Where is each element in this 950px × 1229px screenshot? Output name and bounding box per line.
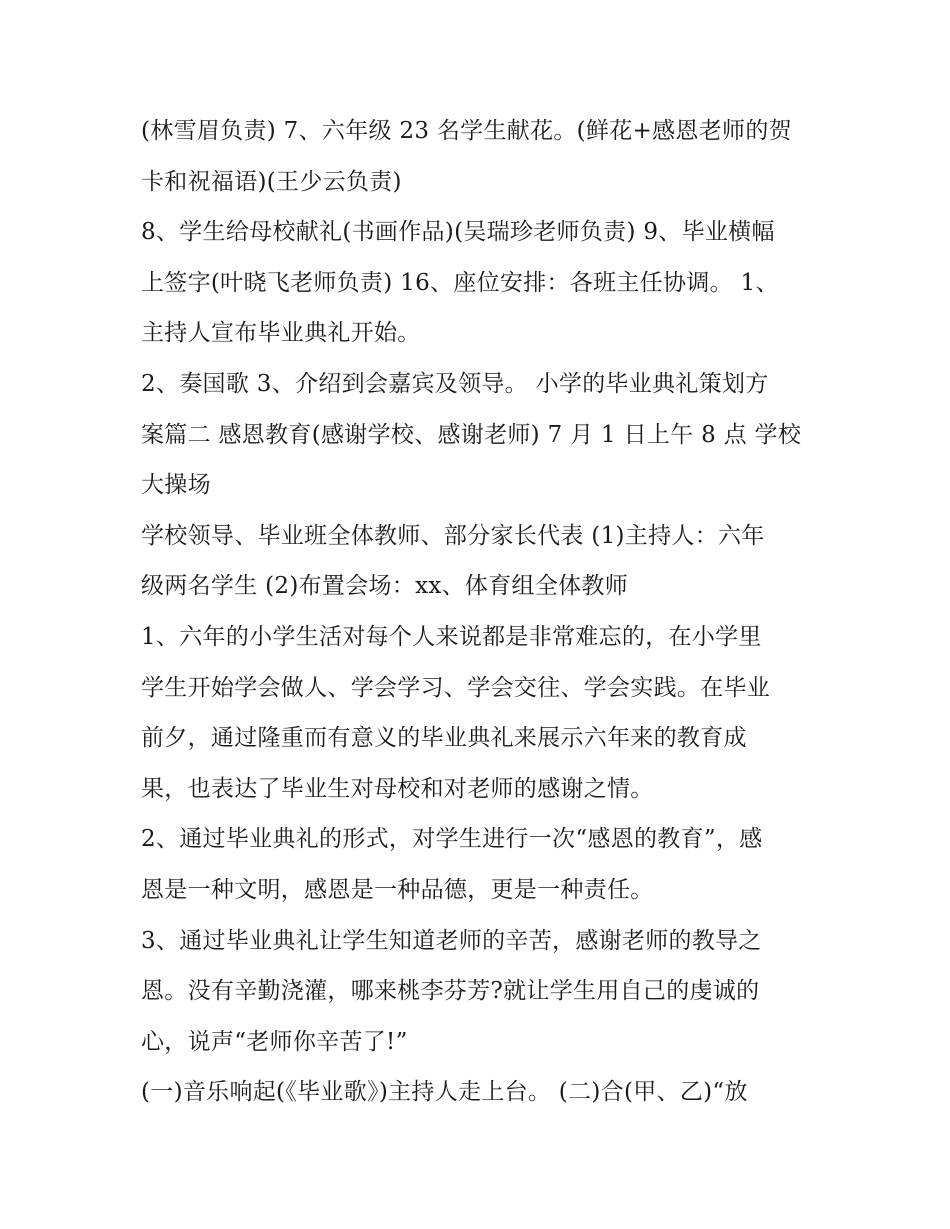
text-line: 主持人宣布毕业典礼开始。 xyxy=(141,320,421,347)
text-line: 恩。没有辛勤浇灌，哪来桃李芬芳?就让学生用自己的虔诚的 xyxy=(141,978,760,1005)
text-line: 卡和祝福语)(王少云负责) xyxy=(141,168,402,195)
text-line: 心，说声“老师你辛苦了!” xyxy=(141,1028,408,1055)
text-line: 上签字(叶晓飞老师负责) 16、座位安排：各班主任协调。 1、 xyxy=(141,269,779,296)
text-line: 3、通过毕业典礼让学生知道老师的辛苦，感谢老师的教导之 xyxy=(141,927,762,954)
text-line: 前夕，通过隆重而有意义的毕业典礼来展示六年来的教育成 xyxy=(141,725,747,752)
text-line: 果，也表达了毕业生对母校和对老师的感谢之情。 xyxy=(141,775,654,802)
text-line: 学生开始学会做人、学会学习、学会交往、学会实践。在毕业 xyxy=(141,674,771,701)
text-line: 大操场 xyxy=(141,472,211,499)
text-line: (林雪眉负责) 7、六年级 23 名学生献花。(鲜花+感恩老师的贺 xyxy=(141,118,792,144)
text-line: 案篇二 感恩教育(感谢学校、感谢老师) 7 月 1 日上午 8 点 学校 xyxy=(141,421,802,448)
text-line: 8、学生给母校献礼(书画作品)(吴瑞珍老师负责) 9、毕业横幅 xyxy=(141,219,775,246)
text-line: 级两名学生 (2)布置会场：xx、体育组全体教师 xyxy=(141,573,629,600)
text-line: 2、通过毕业典礼的形式，对学生进行一次“感恩的教育”，感 xyxy=(141,826,763,853)
body-text xyxy=(141,106,821,1118)
text-line: 恩是一种文明，感恩是一种品德，更是一种责任。 xyxy=(141,876,654,903)
text-line: 学校领导、毕业班全体教师、部分家长代表 (1)主持人：六年 xyxy=(141,522,765,549)
text-line: (一)音乐响起(《毕业歌》)主持人走上台。 (二)合(甲、乙)“放 xyxy=(141,1079,748,1106)
text-line: 2、奏国歌 3、介绍到会嘉宾及领导。 小学的毕业典礼策划方 xyxy=(141,370,769,397)
text-line: 1、六年的小学生活对每个人来说都是非常难忘的，在小学里 xyxy=(141,623,762,650)
